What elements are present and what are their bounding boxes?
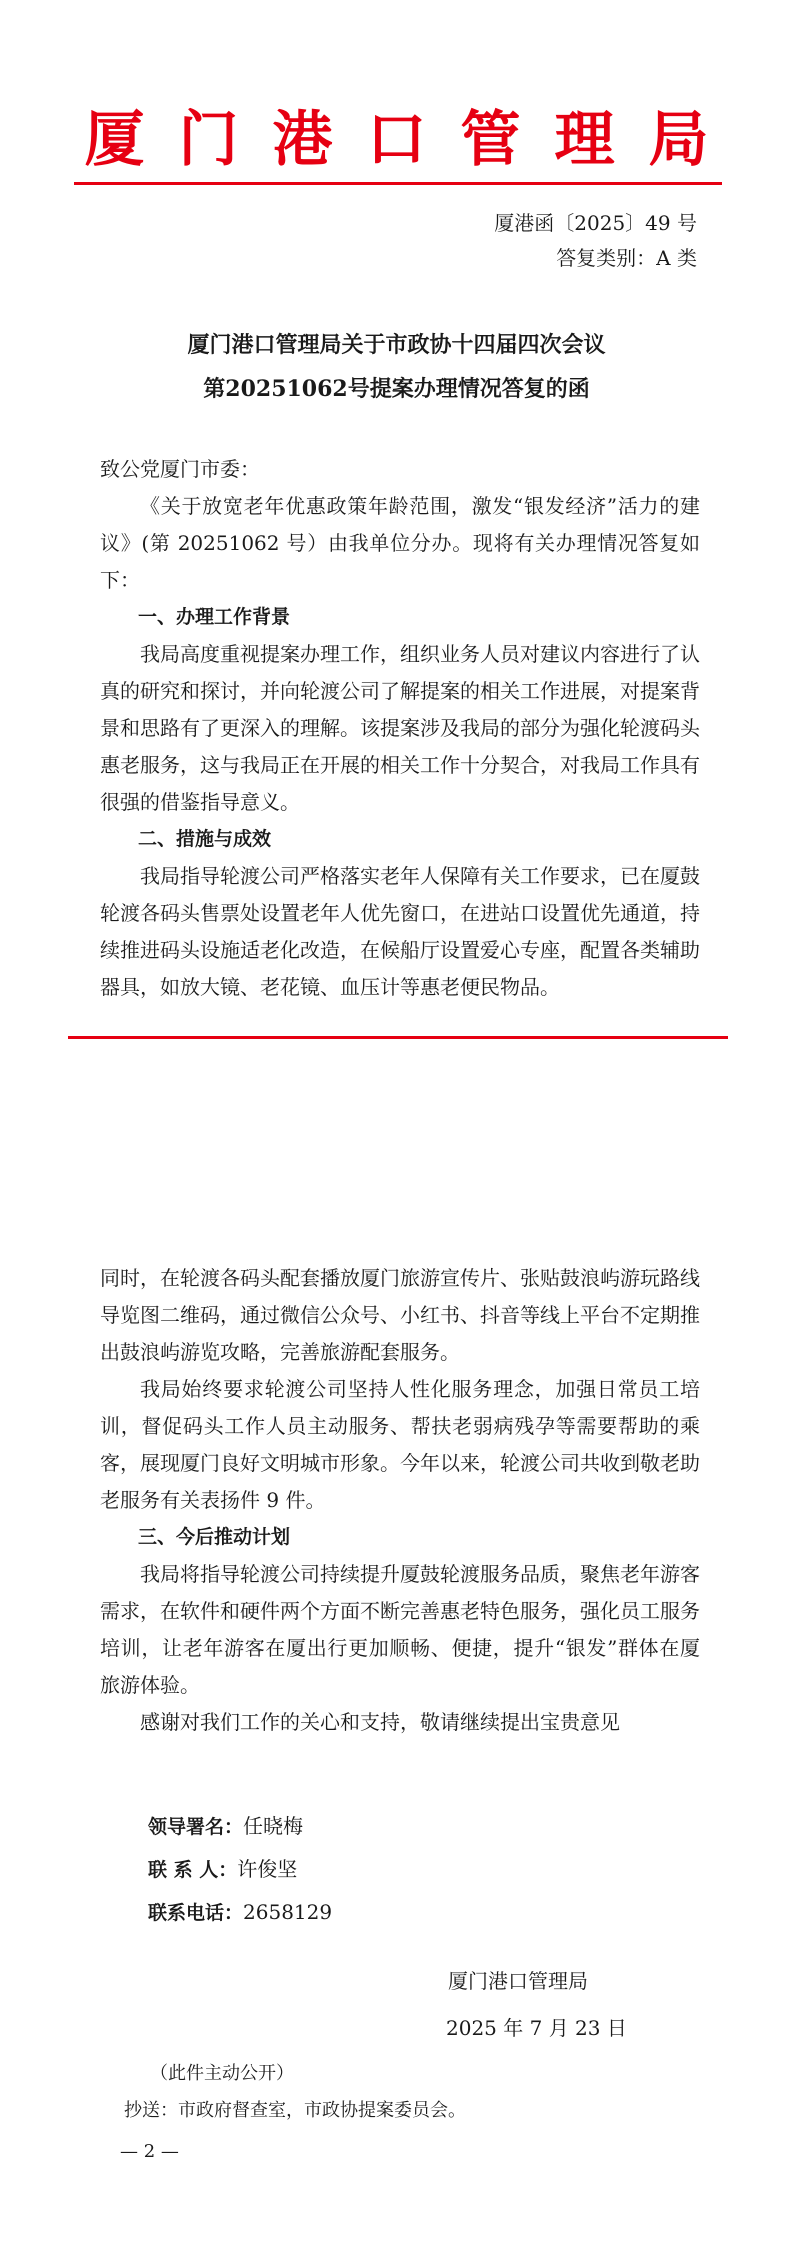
- document-title-line1: 厦门港口管理局关于市政协十四届四次会议: [187, 332, 606, 358]
- disclosure-note: （此件主动公开）: [150, 2063, 294, 2084]
- cc-line: 抄送：市政府督查室，市政协提案委员会。: [124, 2100, 466, 2121]
- section2-heading: 二、措施与成效: [138, 828, 272, 850]
- section3-paragraph: 我局将指导轮渡公司持续提升厦鼓轮渡服务品质，聚焦老年游客需求，在软件和硬件两个方面不断完善惠老特色服务，强化员工服务培训，让老年游客在厦出行更加顺畅、便捷，提升“银发”群体在厦旅游体验。: [100, 1562, 700, 1697]
- reply-category: 答复类别：A 类: [556, 246, 697, 270]
- phone-label: 联系电话：: [148, 1902, 244, 1924]
- leader-label: 领导署名：: [148, 1816, 244, 1838]
- section2-paragraph2: 我局始终要求轮渡公司坚持人性化服务理念，加强日常员工培训，督促码头工作人员主动服务、帮扶老弱病残孕等需要帮助的乘客，展现厦门良好文明城市形象。今年以来，轮渡公司共收到敬老助老服务有关表扬件 9 件。: [100, 1377, 700, 1512]
- signature-date: 2025 年 7 月 23 日: [446, 2016, 627, 2040]
- intro-paragraph: 《关于放宽老年优惠政策年龄范围，激发“银发经济”活力的建议》(第 20251062 号）由我单位分办。现将有关办理情况答复如下：: [100, 494, 700, 592]
- contact-phone-row: [148, 1891, 332, 1935]
- document-title-line2: 第20251062号提案办理情况答复的函: [203, 376, 590, 402]
- masthead-rule: [74, 182, 722, 185]
- leader-value: 任晓梅: [243, 1814, 304, 1838]
- agency-masthead: 厦门港口管理局: [84, 105, 743, 175]
- section1-paragraph: 我局高度重视提案办理工作，组织业务人员对建议内容进行了认真的研究和探讨，并向轮渡公司了解提案的相关工作进展，对提案背景和思路有了更深入的理解。该提案涉及我局的部分为强化轮渡码头惠老服务，这与我局正在开展的相关工作十分契合，对我局工作具有很强的借鉴指导意义。: [100, 642, 700, 814]
- section2-paragraph1-part2: 同时，在轮渡各码头配套播放厦门旅游宣传片、张贴鼓浪屿游玩路线导览图二维码，通过微信公众号、小红书、抖音等线上平台不定期推出鼓浪屿游览攻略，完善旅游配套服务。: [100, 1266, 700, 1364]
- letter-body-part2: [100, 1260, 700, 1741]
- page-break-rule: [68, 1036, 728, 1039]
- signature-org: 厦门港口管理局: [448, 1969, 588, 1993]
- leader-signature-row: [148, 1805, 303, 1849]
- letter-body-part1: [100, 451, 700, 1006]
- closing-paragraph: 感谢对我们工作的关心和支持，敬请继续提出宝贵意见: [140, 1710, 620, 1734]
- contact-value: 许俊坚: [237, 1857, 298, 1881]
- document-number: 厦港函〔2025〕49 号: [494, 211, 697, 235]
- page-number: — 2 —: [120, 2141, 179, 2162]
- phone-value: 2658129: [243, 1900, 333, 1924]
- section1-heading: 一、办理工作背景: [138, 606, 291, 628]
- contact-label: 联 系 人：: [148, 1859, 238, 1881]
- section2-paragraph1-part1: 我局指导轮渡公司严格落实老年人保障有关工作要求，已在厦鼓轮渡各码头售票处设置老年人优先窗口，在进站口设置优先通道，持续推进码头设施适老化改造，在候船厅设置爱心专座，配置各类辅助器具，如放大镜、老花镜、血压计等惠老便民物品。: [100, 864, 700, 999]
- section3-heading: 三、今后推动计划: [138, 1526, 291, 1548]
- salutation: 致公党厦门市委：: [100, 457, 260, 481]
- contact-person-row: [148, 1848, 297, 1892]
